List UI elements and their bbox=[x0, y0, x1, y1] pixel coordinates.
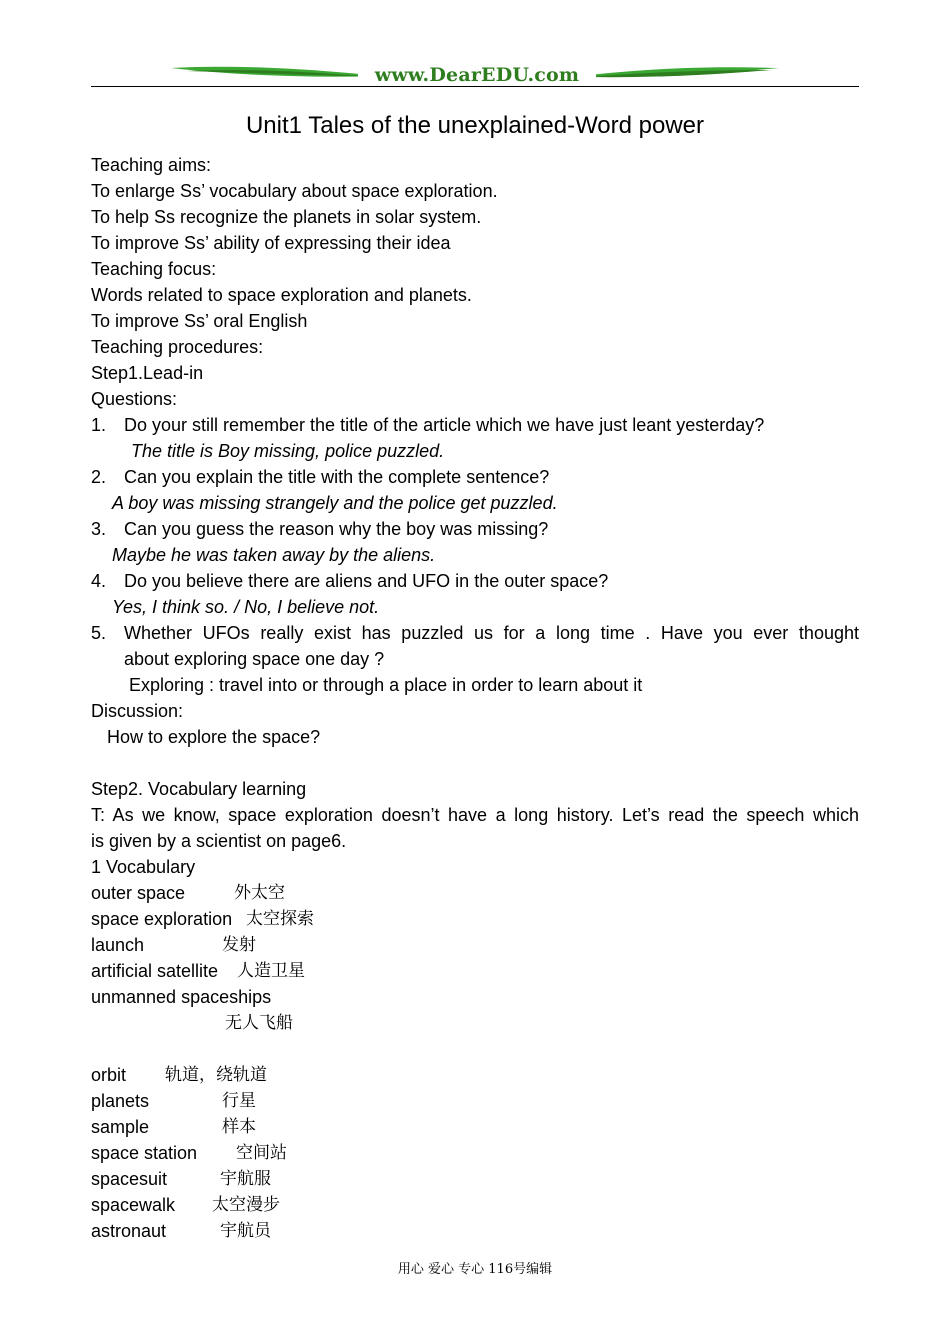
vocab-translation: 轨道，绕轨道 bbox=[165, 1065, 267, 1085]
step2-intro: T: As we know, space exploration doesn’t have a long history. Let’s read the speech which bbox=[91, 805, 859, 825]
definition-note: Exploring : travel into or through a place in order to learn about it bbox=[129, 675, 643, 695]
vocab-translation: 行星 bbox=[222, 1091, 256, 1111]
answer-text: Maybe he was taken away by the aliens. bbox=[112, 545, 436, 565]
vocab-term: space exploration bbox=[91, 909, 233, 929]
vocab-translation: 无人飞船 bbox=[225, 1013, 293, 1033]
blank-line bbox=[91, 1036, 859, 1062]
question-item bbox=[91, 568, 859, 594]
focus-item: To improve Ss’ oral English bbox=[91, 311, 308, 331]
vocab-translation: 空间站 bbox=[236, 1143, 287, 1163]
vocab-row bbox=[91, 984, 859, 1010]
vocab-translation: 样本 bbox=[222, 1117, 256, 1137]
blank-line bbox=[91, 750, 859, 776]
page-footer: 用心 爱心 专心 116号编辑 bbox=[397, 1262, 553, 1277]
vocab-row bbox=[91, 958, 859, 984]
step1-heading: Step1.Lead-in bbox=[91, 363, 204, 383]
discussion-label: Discussion: bbox=[91, 701, 184, 721]
focus-item: Words related to space exploration and planets. bbox=[91, 285, 472, 305]
aim-item: To enlarge Ss’ vocabulary about space exploration. bbox=[91, 181, 498, 201]
vocab-row bbox=[91, 1140, 859, 1166]
vocab-term: space station bbox=[91, 1143, 198, 1163]
vocab-term: planets bbox=[91, 1091, 150, 1111]
site-logo bbox=[91, 62, 859, 88]
vocab-row bbox=[91, 880, 859, 906]
vocab-row bbox=[91, 1192, 859, 1218]
vocab-row bbox=[91, 1114, 859, 1140]
header-divider bbox=[91, 86, 859, 87]
vocab-translation: 太空探索 bbox=[246, 909, 314, 929]
answer-text: A boy was missing strangely and the police get puzzled. bbox=[112, 493, 558, 513]
question-item bbox=[91, 412, 859, 438]
vocab-term: launch bbox=[91, 935, 145, 955]
vocab-row bbox=[91, 1010, 859, 1036]
brand-text: www.DearEDU.com bbox=[358, 64, 596, 86]
step2-heading: Step2. Vocabulary learning bbox=[91, 779, 307, 799]
vocab-term: spacesuit bbox=[91, 1169, 168, 1189]
step2-intro-continued: is given by a scientist on page6. bbox=[91, 831, 347, 851]
vocab-term: artificial satellite bbox=[91, 961, 219, 981]
vocab-translation: 宇航员 bbox=[220, 1221, 271, 1241]
answer-text: Yes, I think so. / No, I believe not. bbox=[112, 597, 380, 617]
question-text: Can you guess the reason why the boy was missing? bbox=[124, 519, 549, 539]
vocab-term: astronaut bbox=[91, 1221, 167, 1241]
question-text: Do you believe there are aliens and UFO in the outer space? bbox=[124, 571, 609, 591]
page-header bbox=[91, 62, 859, 90]
vocab-term: sample bbox=[91, 1117, 150, 1137]
question-number: 2. bbox=[91, 467, 107, 487]
question-item bbox=[91, 516, 859, 542]
question-item bbox=[91, 620, 859, 646]
vocab-term: orbit bbox=[91, 1065, 127, 1085]
vocab-row bbox=[91, 1062, 859, 1088]
question-item bbox=[91, 464, 859, 490]
question-number: 5. bbox=[91, 623, 107, 643]
discussion-question: How to explore the space? bbox=[107, 727, 321, 747]
question-text: Do your still remember the title of the article which we have just leant yesterday? bbox=[124, 415, 765, 435]
answer-text: The title is Boy missing, police puzzled. bbox=[131, 441, 445, 461]
vocab-translation: 外太空 bbox=[234, 883, 285, 903]
vocab-row bbox=[91, 1218, 859, 1244]
vocab-translation: 太空漫步 bbox=[212, 1195, 280, 1215]
question-number: 1. bbox=[91, 415, 107, 435]
vocab-label: 1 Vocabulary bbox=[91, 857, 196, 877]
vocab-translation: 人造卫星 bbox=[237, 961, 305, 981]
aims-label: Teaching aims: bbox=[91, 155, 212, 175]
question-text: Can you explain the title with the complete sentence? bbox=[124, 467, 550, 487]
focus-label: Teaching focus: bbox=[91, 259, 217, 279]
question-number: 4. bbox=[91, 571, 107, 591]
vocab-translation: 宇航服 bbox=[220, 1169, 271, 1189]
vocab-term: spacewalk bbox=[91, 1195, 176, 1215]
vocab-row bbox=[91, 906, 859, 932]
document-body bbox=[91, 152, 859, 1244]
vocab-term: outer space bbox=[91, 883, 186, 903]
vocab-row bbox=[91, 1088, 859, 1114]
questions-label: Questions: bbox=[91, 389, 178, 409]
question-number: 3. bbox=[91, 519, 107, 539]
question-text-continued: about exploring space one day ? bbox=[124, 649, 385, 669]
vocab-row bbox=[91, 1166, 859, 1192]
page-title: Unit1 Tales of the unexplained-Word power bbox=[245, 112, 705, 139]
vocab-term: unmanned spaceships bbox=[91, 987, 272, 1007]
aim-item: To help Ss recognize the planets in solar system. bbox=[91, 207, 482, 227]
question-text: Whether UFOs really exist has puzzled us for a long time . Have you ever thought bbox=[124, 623, 859, 643]
vocab-row bbox=[91, 932, 859, 958]
aim-item: To improve Ss’ ability of expressing their idea bbox=[91, 233, 451, 253]
procedures-label: Teaching procedures: bbox=[91, 337, 264, 357]
vocab-translation: 发射 bbox=[222, 935, 256, 955]
